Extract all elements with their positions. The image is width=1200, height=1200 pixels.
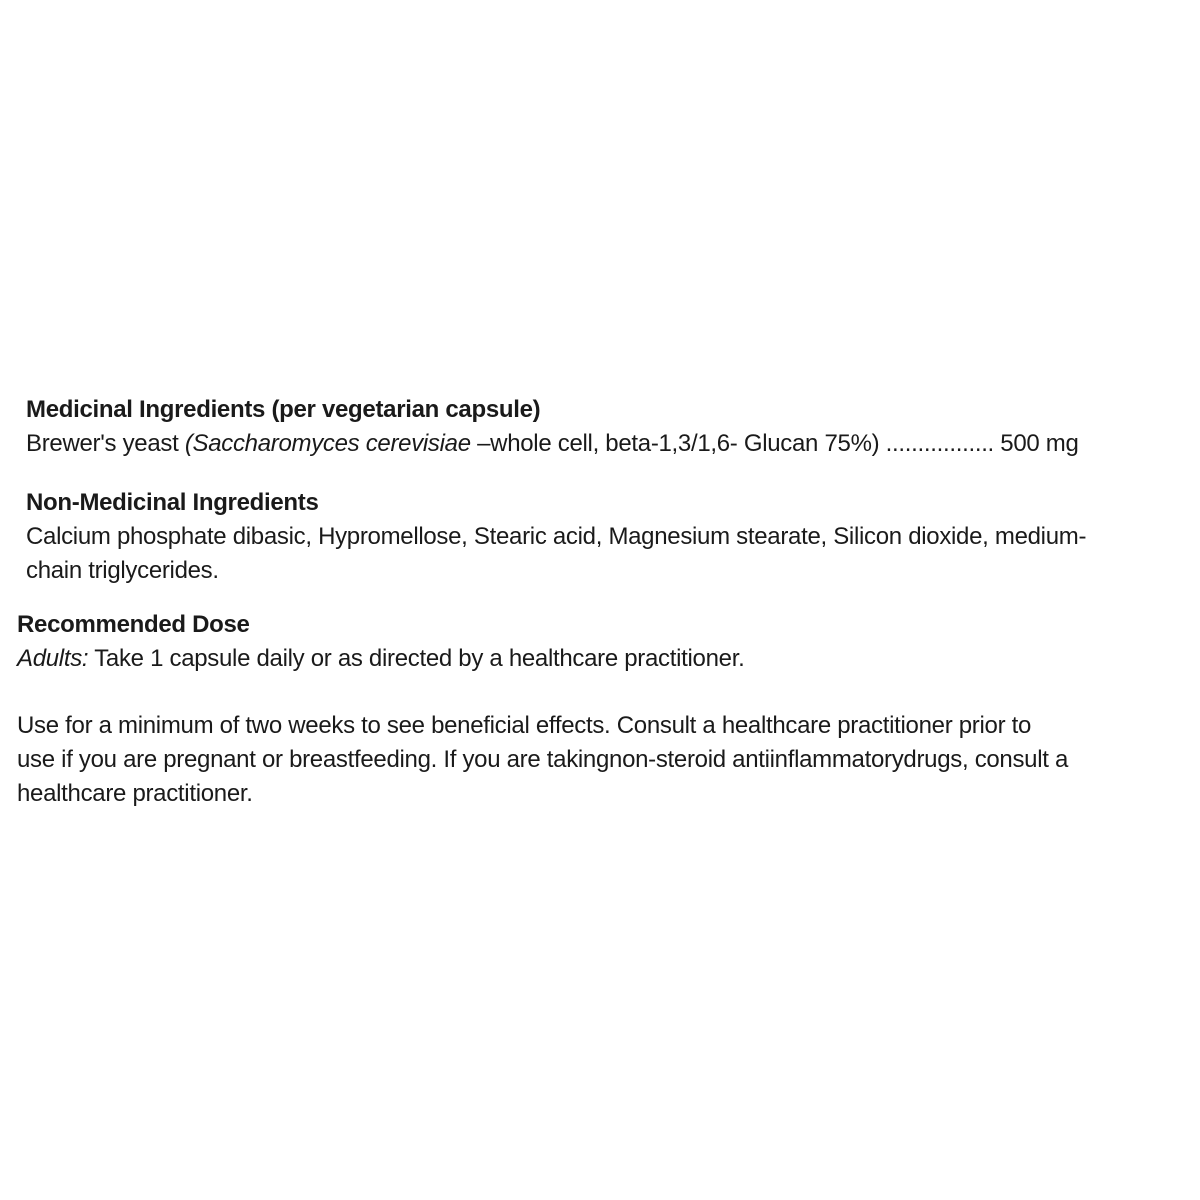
non-medicinal-ingredients-line-2: chain triglycerides.	[26, 557, 219, 584]
usage-line-2: use if you are pregnant or breastfeeding. If you are takingnon-steroid antiinflammatorydrugs, consult a	[17, 746, 1069, 773]
medicinal-ingredients-section	[26, 393, 1186, 461]
dose-audience-label: Adults:	[17, 645, 89, 672]
usage-warning-section	[17, 709, 1187, 811]
non-medicinal-ingredients-section	[26, 486, 1186, 588]
non-medicinal-ingredients-heading: Non-Medicinal Ingredients	[26, 489, 319, 516]
recommended-dose-section	[17, 608, 1187, 676]
non-medicinal-ingredients-line-1: Calcium phosphate dibasic, Hypromellose, Stearic acid, Magnesium stearate, Silicon dioxide, medium-	[26, 523, 1087, 550]
usage-line-1: Use for a minimum of two weeks to see beneficial effects. Consult a healthcare practitioner prior to	[17, 712, 1032, 739]
usage-line-3: healthcare practitioner.	[17, 780, 253, 807]
medicinal-ingredient-line	[26, 427, 1186, 461]
ingredient-detail-amount: –whole cell, beta-1,3/1,6- Glucan 75%) ................. 500 mg	[470, 430, 1079, 457]
dose-instruction	[17, 642, 1187, 676]
medicinal-ingredients-heading: Medicinal Ingredients (per vegetarian capsule)	[26, 396, 541, 423]
recommended-dose-heading: Recommended Dose	[17, 611, 250, 638]
ingredient-latin-name: (Saccharomyces cerevisiae	[184, 430, 471, 457]
ingredient-name: Brewer's yeast	[26, 430, 185, 457]
dose-text: Take 1 capsule daily or as directed by a healthcare practitioner.	[88, 645, 745, 672]
